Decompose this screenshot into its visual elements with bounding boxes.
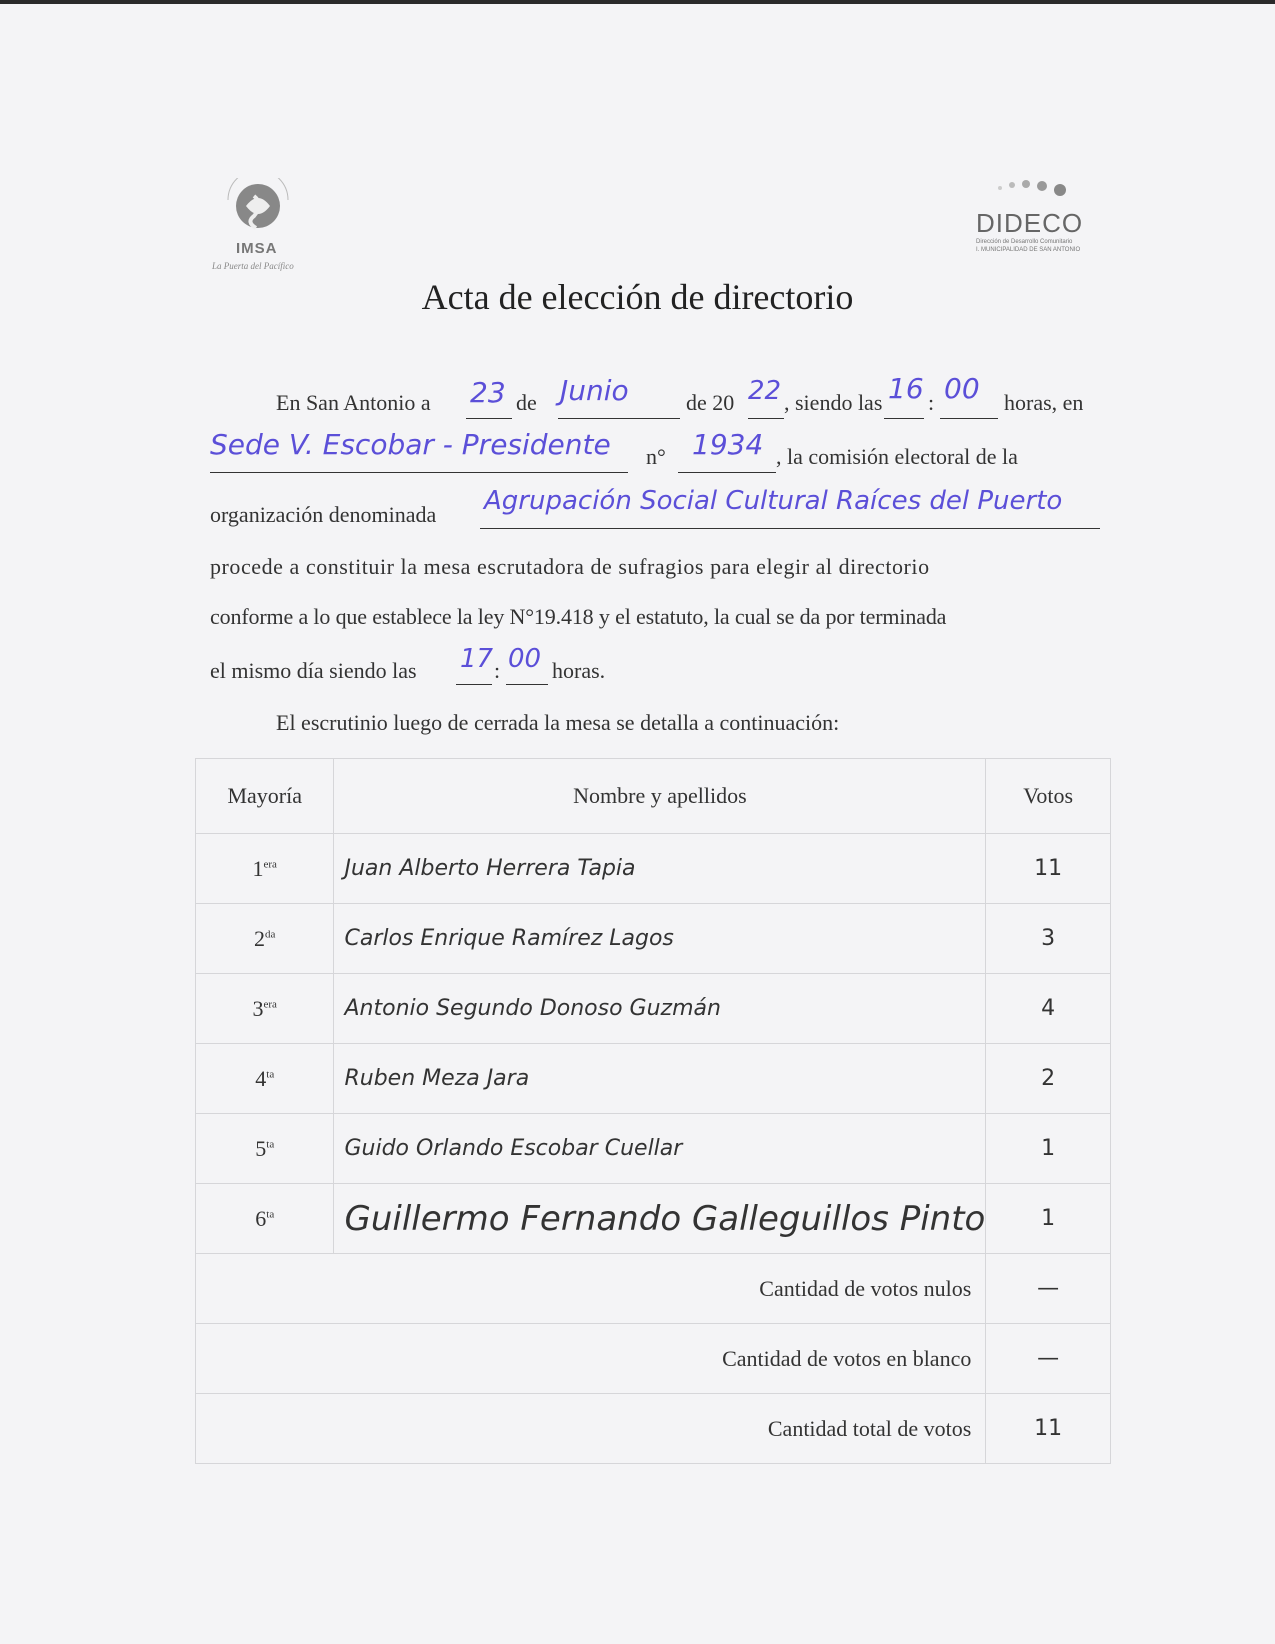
underline	[884, 418, 924, 419]
summary-row-blank	[196, 1324, 1111, 1394]
imsa-logo-tagline: La Puerta del Pacífico	[212, 261, 294, 271]
dideco-subtitle-2: I. MUNICIPALIDAD DE SAN ANTONIO	[976, 247, 1081, 253]
rank-cell: $5^{ta}$	[196, 1114, 334, 1184]
dideco-subtitle: Dirección de Desarrollo Comunitario	[976, 239, 1073, 245]
table-row	[196, 904, 1111, 974]
handwritten-end-min: 00	[508, 644, 542, 674]
handwritten-number: 1934	[692, 428, 764, 461]
intro-text: :	[494, 658, 501, 683]
intro-text: procede a constituir la mesa escrutadora de sufragios para elegir al directorio	[210, 554, 930, 579]
rank-cell: $4^{ta}$	[196, 1044, 334, 1114]
vote-count: 1	[986, 1184, 1111, 1254]
candidate-name: Antonio Segundo Donoso Guzmán	[334, 974, 986, 1044]
candidate-name: Guillermo Fernando Galleguillos Pinto	[334, 1184, 986, 1254]
rank-cell: $2^{da}$	[196, 904, 334, 974]
handwritten-place: Sede V. Escobar - Presidente	[210, 428, 611, 461]
candidate-name: Ruben Meza Jara	[334, 1044, 986, 1114]
intro-text: de	[516, 390, 537, 415]
underline	[678, 472, 776, 473]
vote-count: 1	[986, 1114, 1111, 1184]
imsa-logo-text: IMSA	[236, 240, 278, 257]
results-table	[195, 758, 1111, 1464]
table-header-row	[196, 759, 1111, 834]
underline	[506, 684, 548, 685]
candidate-name: Guido Orlando Escobar Cuellar	[334, 1114, 986, 1184]
intro-text: El escrutinio luego de cerrada la mesa se detalla a continuación:	[276, 710, 840, 735]
intro-text: horas.	[552, 658, 606, 683]
intro-text: En San Antonio a	[276, 390, 431, 415]
summary-label: Cantidad de votos en blanco	[196, 1324, 986, 1394]
summary-row-null	[196, 1254, 1111, 1324]
dideco-logo-text: DIDECO	[976, 208, 1084, 238]
underline	[940, 418, 998, 419]
rank-cell: $3^{era}$	[196, 974, 334, 1044]
handwritten-end-hour: 17	[460, 644, 494, 674]
rank-cell: $1^{era}$	[196, 834, 334, 904]
summary-value: —	[986, 1254, 1111, 1324]
handwritten-year: 22	[748, 376, 782, 406]
table-row	[196, 1114, 1111, 1184]
intro-text: organización denominada	[210, 502, 437, 527]
intro-text: :	[928, 390, 935, 415]
intro-text: de 20	[686, 390, 735, 415]
vote-count: 4	[986, 974, 1111, 1044]
candidate-name: Carlos Enrique Ramírez Lagos	[334, 904, 986, 974]
underline	[210, 472, 628, 473]
intro-text: , siendo las	[784, 390, 883, 415]
table-row	[196, 1184, 1111, 1254]
vote-count: 11	[986, 834, 1111, 904]
header-votes: Votos	[986, 759, 1111, 834]
summary-value: —	[986, 1324, 1111, 1394]
underline	[456, 684, 492, 685]
summary-row-total	[196, 1394, 1111, 1464]
summary-label: Cantidad de votos nulos	[196, 1254, 986, 1324]
rank-cell: $6^{ta}$	[196, 1184, 334, 1254]
vote-count: 3	[986, 904, 1111, 974]
intro-text: horas, en	[1004, 390, 1084, 415]
table-row	[196, 834, 1111, 904]
handwritten-month: Junio	[560, 374, 629, 407]
intro-text: , la comisión electoral de la	[776, 444, 1018, 469]
table-row	[196, 974, 1111, 1044]
handwritten-start-min: 00	[944, 372, 980, 405]
underline	[466, 418, 512, 419]
handwritten-start-hour: 16	[888, 372, 924, 405]
underline	[748, 418, 784, 419]
underline	[480, 528, 1100, 529]
table-row	[196, 1044, 1111, 1114]
summary-value: 11	[986, 1394, 1111, 1464]
summary-label: Cantidad total de votos	[196, 1394, 986, 1464]
handwritten-organization: Agrupación Social Cultural Raíces del Puerto	[484, 486, 1063, 516]
candidate-name: Juan Alberto Herrera Tapia	[334, 834, 986, 904]
page-title: Acta de elección de directorio	[421, 277, 854, 317]
underline	[558, 418, 680, 419]
vote-count: 2	[986, 1044, 1111, 1114]
handwritten-day: 23	[470, 376, 506, 409]
intro-text: n°	[646, 444, 666, 469]
intro-text: conforme a lo que establece la ley N°19.418 y el estatuto, la cual se da por terminada	[210, 604, 947, 629]
intro-text: el mismo día siendo las	[210, 658, 417, 683]
header-rank: Mayoría	[196, 759, 334, 834]
header-name: Nombre y apellidos	[334, 759, 986, 834]
